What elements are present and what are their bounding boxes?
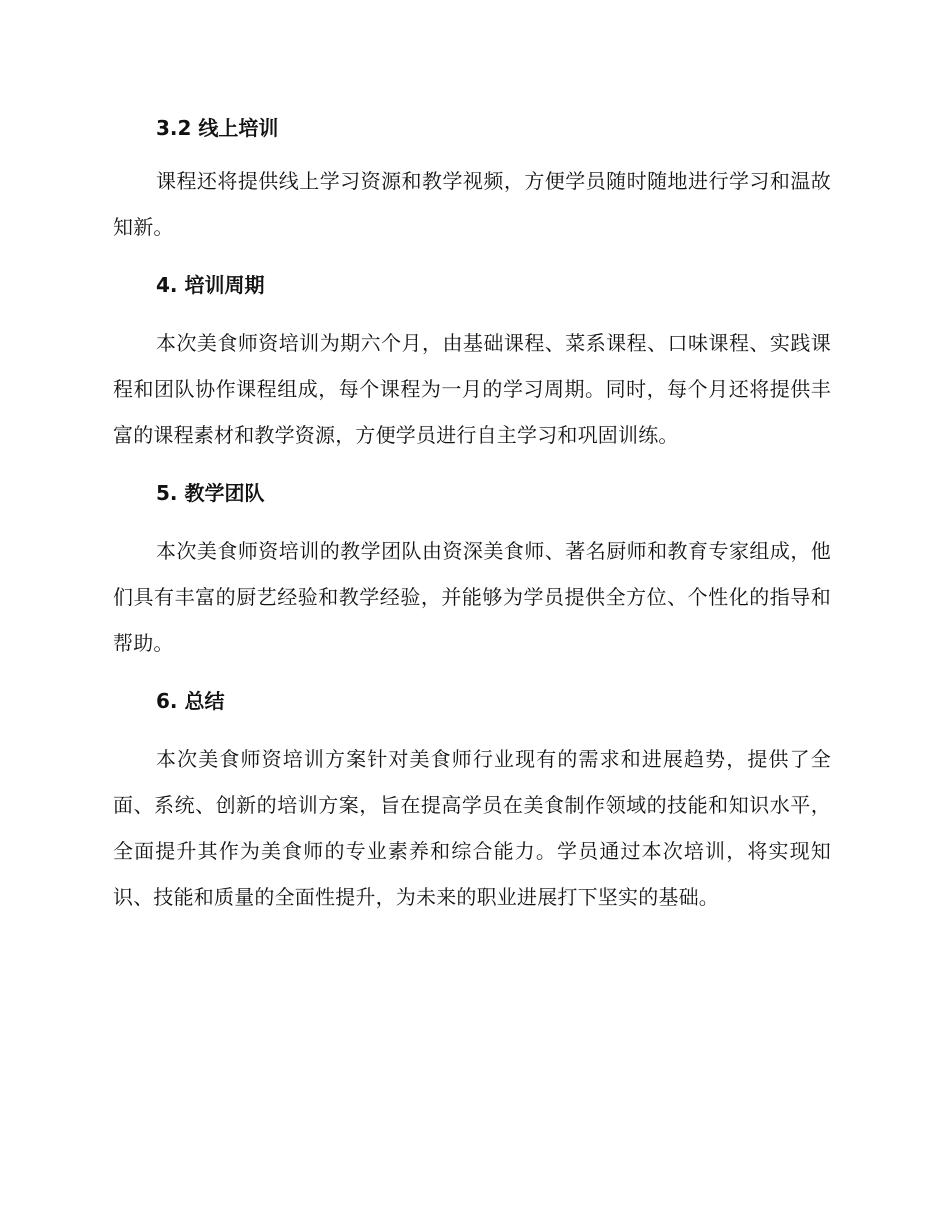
section-heading: 4. 培训周期 — [156, 273, 265, 297]
section-online-training — [113, 110, 831, 250]
section-paragraph: 课程还将提供线上学习资源和教学视频，方便学员随时随地进行学习和温故知新。 — [113, 169, 831, 239]
section-paragraph: 本次美食师资培训为期六个月，由基础课程、菜系课程、口味课程、实践课程和团队协作课程组成，每个课程为一月的学习周期。同时，每个月还将提供丰富的课程素材和教学资源，方便学员进行自主学习和巩固训练。 — [113, 331, 831, 447]
section-summary — [113, 683, 831, 920]
document-content — [113, 110, 831, 920]
section-heading: 3.2 线上培训 — [156, 116, 279, 140]
section-training-period — [113, 267, 831, 458]
section-heading: 6. 总结 — [156, 689, 225, 713]
section-heading: 5. 教学团队 — [156, 481, 265, 505]
section-paragraph: 本次美食师资培训的教学团队由资深美食师、著名厨师和教育专家组成，他们具有丰富的厨艺经验和教学经验，并能够为学员提供全方位、个性化的指导和帮助。 — [113, 539, 831, 655]
section-paragraph: 本次美食师资培训方案针对美食师行业现有的需求和进展趋势，提供了全面、系统、创新的培训方案，旨在提高学员在美食制作领域的技能和知识水平，全面提升其作为美食师的专业素养和综合能力。学员通过本次培训，将实现知识、技能和质量的全面性提升，为未来的职业进展打下坚实的基础。 — [113, 747, 831, 909]
section-teaching-team — [113, 475, 831, 666]
